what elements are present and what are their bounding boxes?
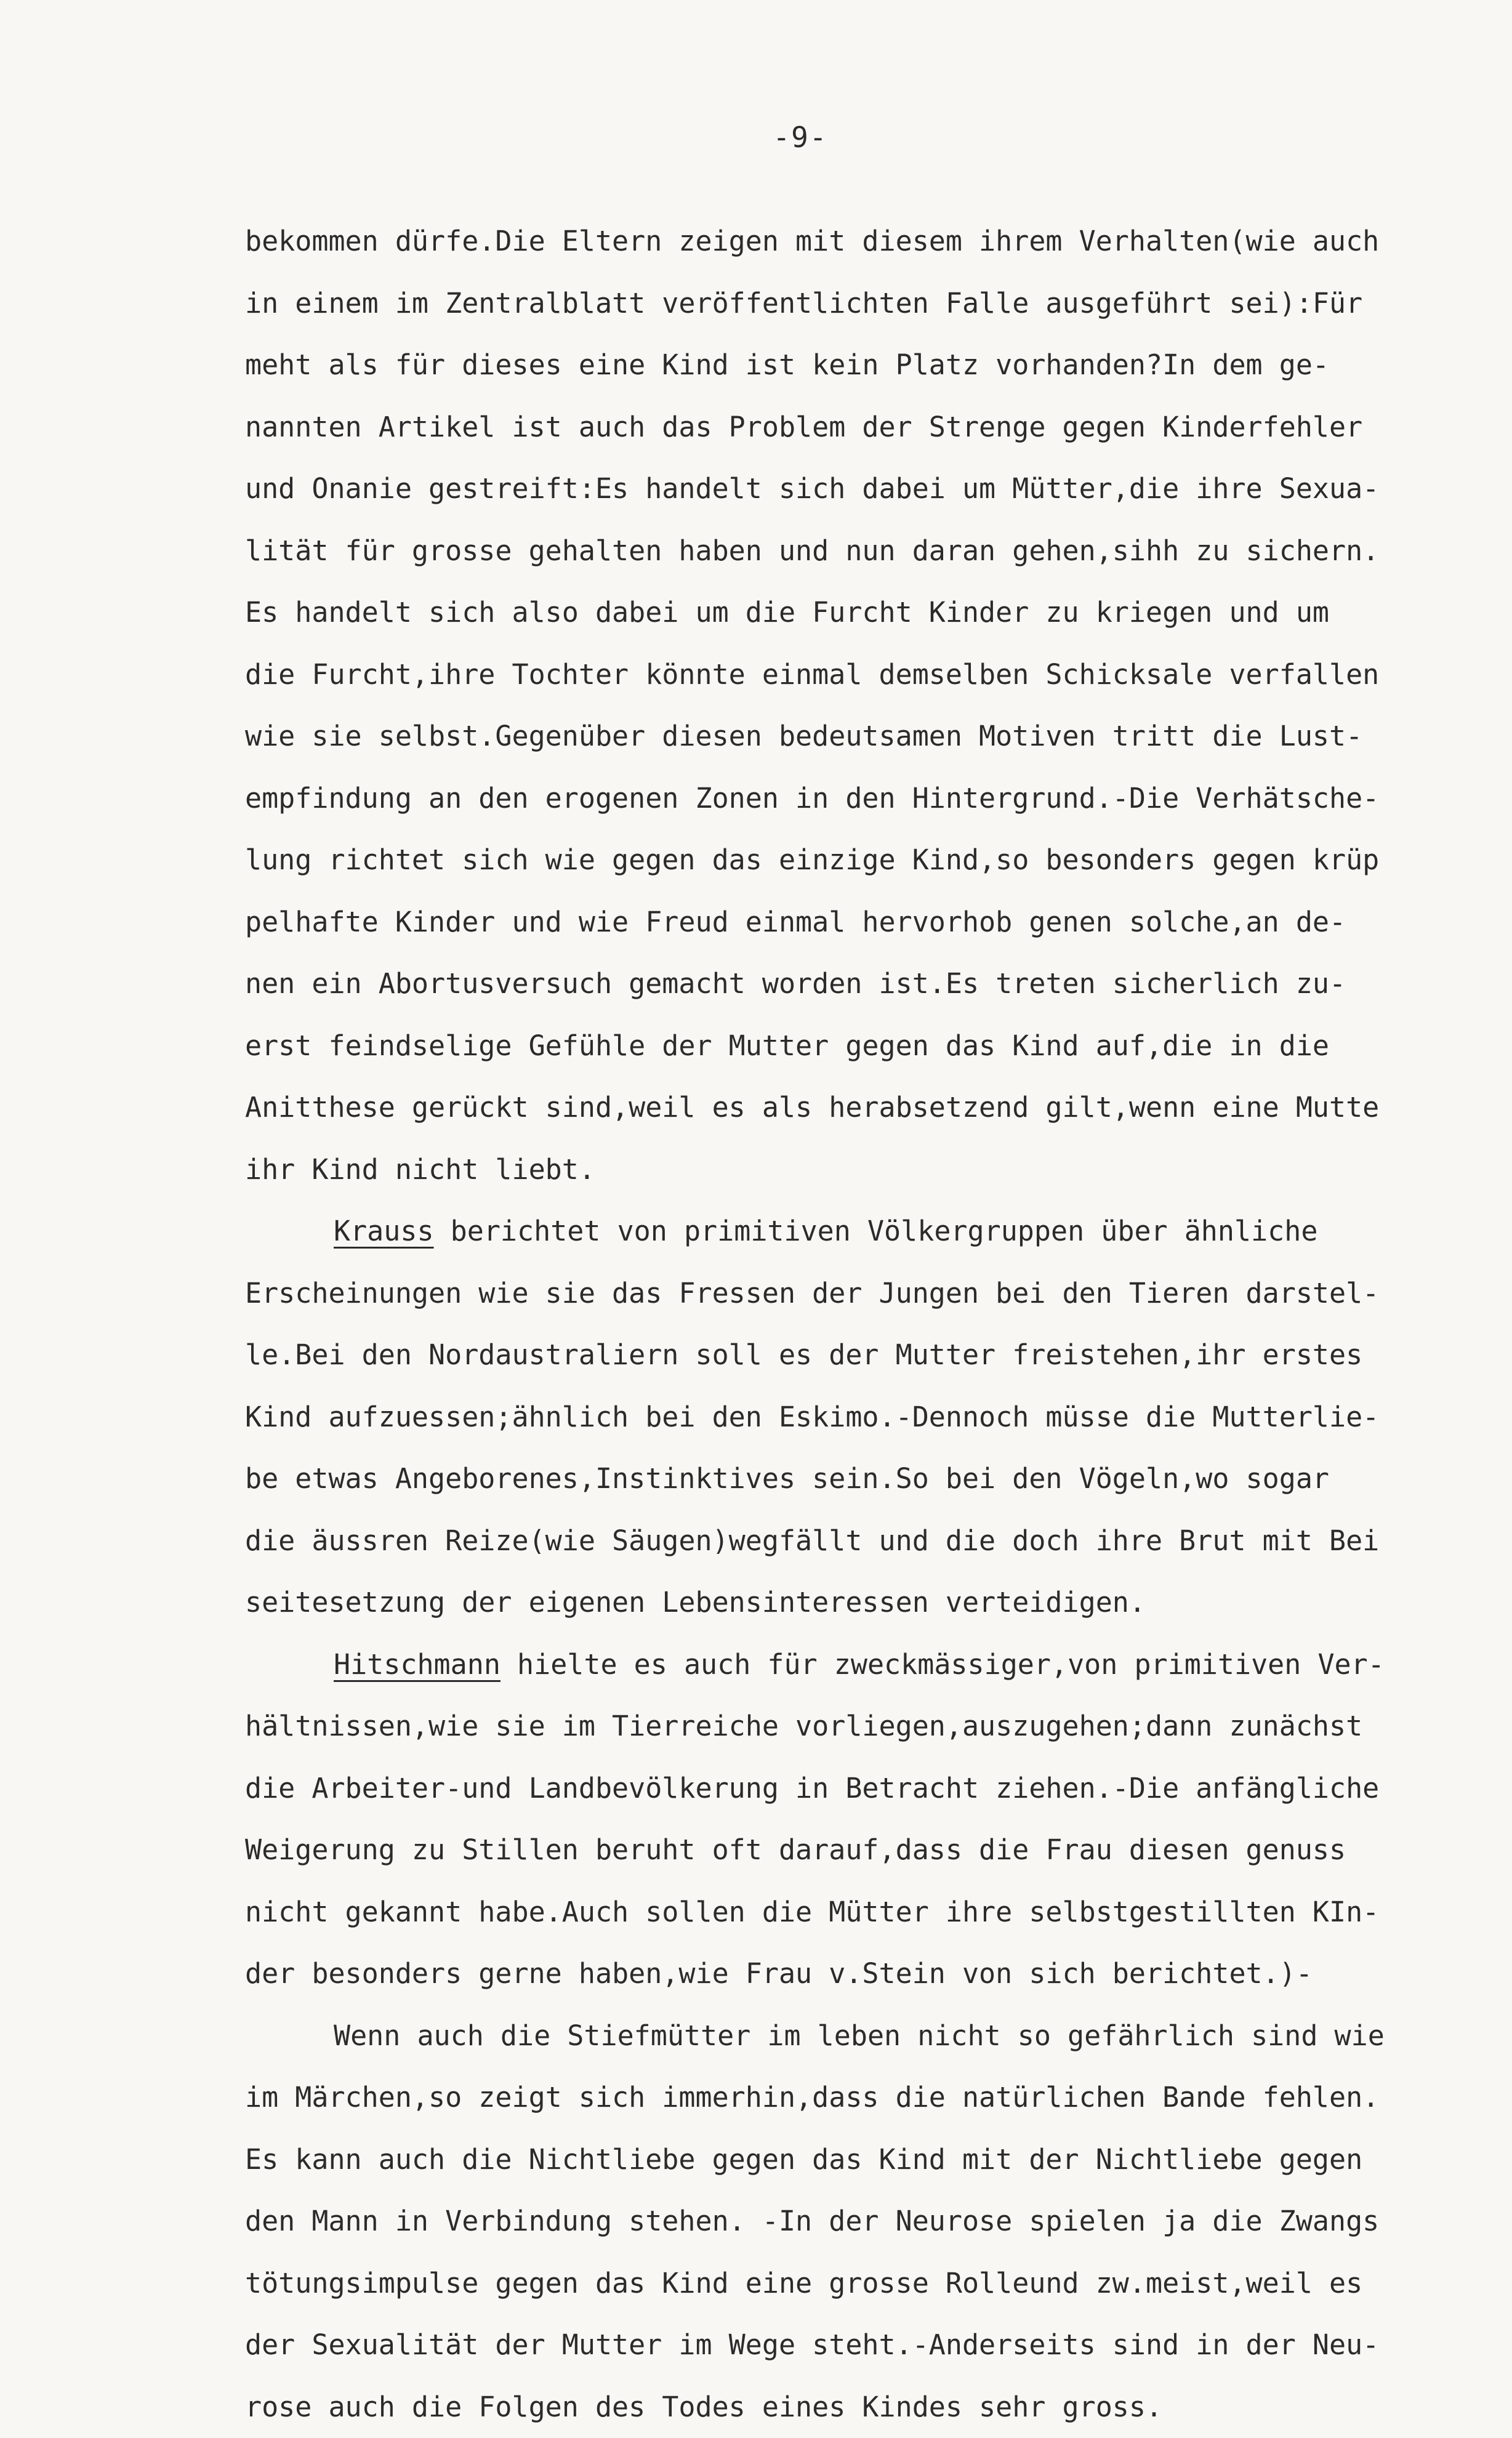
text-line: rose auch die Folgen des Todes eines Kindes sehr gross. [245,2376,1495,2438]
paragraph-first-line [245,1201,1495,1263]
text-line: pelhafte Kinder und wie Freud einmal hervorhob genen solche,an de- [245,891,1495,954]
text-line: Anitthese gerückt sind,weil es als herabsetzend gilt,wenn eine Mutte [245,1077,1495,1139]
text-line: lität für grosse gehalten haben und nun daran gehen,sihh zu sichern. [245,520,1495,582]
text-line: empfindung an den erogenen Zonen in den Hintergrund.-Die Verhätsche- [245,768,1495,830]
author-name-krauss: Krauss [334,1215,434,1247]
body-text [245,211,1495,2438]
text-line: Kind aufzuessen;ähnlich bei den Eskimo.-Dennoch müsse die Mutterlie- [245,1386,1495,1449]
text-line: Es kann auch die Nichtliebe gegen das Kind mit der Nichtliebe gegen [245,2129,1495,2191]
author-name-hitschmann: Hitschmann [334,1648,501,1681]
text-line: erst feindselige Gefühle der Mutter gegen das Kind auf,die in die [245,1015,1495,1077]
text-line: Es handelt sich also dabei um die Furcht Kinder zu kriegen und um [245,582,1495,644]
text-line: und Onanie gestreift:Es handelt sich dabei um Mütter,die ihre Sexua- [245,458,1495,520]
text-line: meht als für dieses eine Kind ist kein Platz vorhanden?In dem ge- [245,334,1495,396]
text-line: lung richtet sich wie gegen das einzige Kind,so besonders gegen krüp [245,829,1495,891]
text-line: bekommen dürfe.Die Eltern zeigen mit diesem ihrem Verhalten(wie auch [245,211,1495,273]
text-line: den Mann in Verbindung stehen. -In der Neurose spielen ja die Zwangs [245,2191,1495,2253]
text-line: die Furcht,ihre Tochter könnte einmal demselben Schicksale verfallen [245,644,1495,706]
text-line: seitesetzung der eigenen Lebensinteressen verteidigen. [245,1572,1495,1634]
text-line: be etwas Angeborenes,Instinktives sein.So bei den Vögeln,wo sogar [245,1448,1495,1510]
text-line: le.Bei den Nordaustraliern soll es der Mutter freistehen,ihr erstes [245,1324,1495,1386]
text-line: die äussren Reize(wie Säugen)wegfällt und die doch ihre Brut mit Bei [245,1510,1495,1572]
text-line: in einem im Zentralblatt veröffentlichten Falle ausgeführt sei):Für [245,273,1495,335]
text-line: der Sexualität der Mutter im Wege steht.-Anderseits sind in der Neu- [245,2314,1495,2376]
text-line: Erscheinungen wie sie das Fressen der Jungen bei den Tieren darstel- [245,1263,1495,1325]
text-line: im Märchen,so zeigt sich immerhin,dass die natürlichen Bande fehlen. [245,2067,1495,2129]
text-line: nannten Artikel ist auch das Problem der Strenge gegen Kinderfehler [245,396,1495,459]
paragraph-first-line: Wenn auch die Stiefmütter im leben nicht so gefährlich sind wie [245,2005,1495,2067]
text-line: der besonders gerne haben,wie Frau v.Stein von sich berichtet.)- [245,1943,1495,2005]
text-line: tötungsimpulse gegen das Kind eine grosse Rolleund zw.meist,weil es [245,2253,1495,2315]
text-span: berichtet von primitiven Völkergruppen über ähnliche [434,1215,1318,1247]
paragraph-first-line [245,1634,1495,1696]
text-line: hältnissen,wie sie im Tierreiche vorliegen,auszugehen;dann zunächst [245,1696,1495,1758]
text-line: nicht gekannt habe.Auch sollen die Mütter ihre selbstgestillten KIn- [245,1881,1495,1944]
text-line: Weigerung zu Stillen beruht oft darauf,dass die Frau diesen genuss [245,1819,1495,1881]
page-number: -9- [0,121,1512,154]
text-span: hielte es auch für zweckmässiger,von primitiven Ver- [501,1648,1385,1681]
text-line: wie sie selbst.Gegenüber diesen bedeutsamen Motiven tritt die Lust- [245,706,1495,768]
text-line: ihr Kind nicht liebt. [245,1139,1495,1201]
text-line: die Arbeiter-und Landbevölkerung in Betracht ziehen.-Die anfängliche [245,1758,1495,1820]
text-line: nen ein Abortusversuch gemacht worden ist.Es treten sicherlich zu- [245,953,1495,1015]
